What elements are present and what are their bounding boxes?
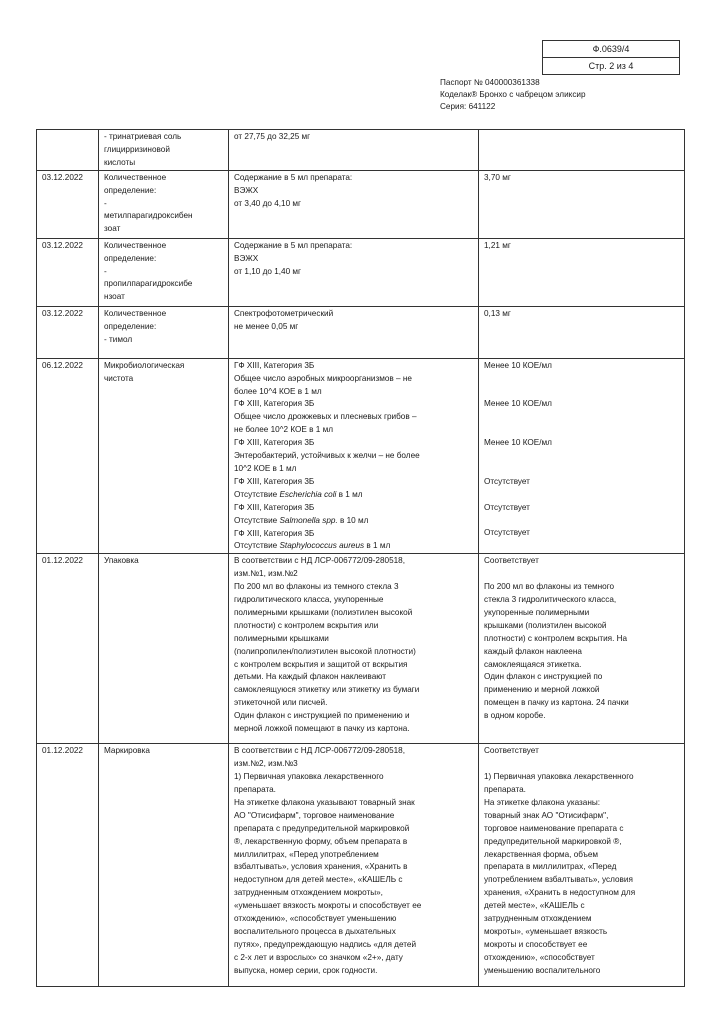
result-line: Менее 10 КОЕ/мл	[484, 399, 552, 409]
cell-date	[37, 554, 99, 744]
result-line: Один флакон с инструкцией по	[484, 672, 603, 682]
test-line: глицирризиновой	[104, 144, 170, 154]
cell-norm	[229, 744, 479, 987]
norm-line: ГФ XIII, Категория 3Б	[234, 502, 315, 512]
norm-line: ГФ XIII, Категория 3Б	[234, 528, 315, 538]
norm-line: изм.№1, изм.№2	[234, 569, 298, 579]
norm-line: изм.№2, изм.№3	[234, 759, 298, 769]
result-line: 1) Первичная упаковка лекарственного	[484, 772, 634, 782]
page-number: Стр. 2 из 4	[543, 57, 679, 74]
table-row	[37, 554, 685, 744]
norm-line: недоступном для детей месте», «КАШЕЛЬ с	[234, 875, 403, 885]
result-line	[484, 489, 680, 502]
result-line: Отсутствует	[484, 528, 530, 538]
test-line: определение:	[104, 185, 157, 195]
result-line	[484, 758, 680, 771]
result-line: 0,13 мг	[484, 308, 511, 318]
table-row	[37, 358, 685, 554]
norm-line: (полипропилен/полиэтилен высокой плотности)	[234, 646, 416, 656]
cell-norm	[229, 306, 479, 358]
cell-result	[479, 358, 685, 554]
norm-line: «уменьшает вязкость мокроты и способствует ее	[234, 901, 422, 911]
test-line: определение:	[104, 253, 157, 263]
cell-norm	[229, 170, 479, 238]
test-line: Микробиологическая	[104, 360, 185, 370]
norm-line: В соответствии с НД ЛСР-006772/09-280518,	[234, 746, 406, 756]
result-line: препарата в миллилитрах, «Перед	[484, 862, 617, 872]
result-line: хранения, «Хранить в недоступном для	[484, 888, 636, 898]
result-line: На этикетке флакона указаны:	[484, 797, 601, 807]
result-line: применению и мерной ложкой	[484, 685, 600, 695]
table-row	[37, 170, 685, 238]
result-line: препарата.	[484, 785, 526, 795]
norm-line: Содержание в 5 мл препарата:	[234, 172, 353, 182]
norm-line: с контролем вскрытия и защитой от вскрытия	[234, 659, 408, 669]
table-row	[37, 744, 685, 987]
norm-line: более 10^4 КОЕ в 1 мл	[234, 386, 322, 396]
norm-line: мерной ложкой помещают в пачку из картона.	[234, 724, 410, 734]
norm-line: 10^2 КОЕ в 1 мл	[234, 463, 297, 473]
document-header	[440, 77, 586, 113]
series-number: Серия: 641122	[440, 102, 496, 111]
norm-line: самоклеящуюся этикетку или этикетку из бумаги	[234, 685, 420, 695]
analysis-table	[36, 129, 685, 987]
result-line	[484, 131, 680, 144]
norm-line: плотности) с контролем вскрытия или	[234, 620, 379, 630]
norm-line: Общее число аэробных микроорганизмов – не	[234, 373, 412, 383]
result-line: каждый флакон наклеена	[484, 646, 582, 656]
norm-line: ВЭЖХ	[234, 185, 259, 195]
norm-line: препарата с предупредительной маркировкой	[234, 823, 410, 833]
table-row	[37, 306, 685, 358]
test-line: - тимол	[104, 334, 133, 344]
result-line: 3,70 мг	[484, 172, 511, 182]
cell-result	[479, 238, 685, 306]
result-line	[484, 373, 680, 386]
norm-line: полимерными крышками	[234, 633, 329, 643]
result-line: употреблением взбалтывать», условия	[484, 875, 633, 885]
result-line: Отсутствует	[484, 502, 530, 512]
cell-norm	[229, 358, 479, 554]
cell-date	[37, 238, 99, 306]
form-code: Ф.0639/4	[592, 44, 630, 54]
result-line	[484, 568, 680, 581]
norm-line: гидролитического класса, укупоренные	[234, 595, 384, 605]
result-line: мокроты», «уменьшает вязкость	[484, 926, 608, 936]
result-line: Отсутствует	[484, 476, 530, 486]
result-line: Менее 10 КОЕ/мл	[484, 438, 552, 448]
cell-result	[479, 744, 685, 987]
cell-date	[37, 306, 99, 358]
result-line: Менее 10 КОЕ/мл	[484, 360, 552, 370]
test-line: метилпарагидроксибен	[104, 211, 193, 221]
norm-line: путях», предупреждающую надпись «для детей	[234, 939, 417, 949]
cell-norm	[229, 554, 479, 744]
norm-line: Отсутствие Escherichia coli в 1 мл	[234, 489, 363, 499]
cell-test-name	[99, 238, 229, 306]
test-line: кислоты	[104, 157, 136, 167]
result-line: плотности) с контролем вскрытия. На	[484, 633, 628, 643]
norm-line: миллилитрах, «Перед употреблением	[234, 849, 379, 859]
cell-norm	[229, 130, 479, 171]
result-line	[484, 424, 680, 437]
norm-line: По 200 мл во флаконы из темного стекла 3	[234, 582, 399, 592]
cell-date	[37, 744, 99, 987]
test-line: определение:	[104, 321, 157, 331]
norm-line: ГФ XIII, Категория 3Б	[234, 360, 315, 370]
cell-result	[479, 554, 685, 744]
date-text: 01.12.2022	[42, 556, 83, 566]
cell-norm	[229, 238, 479, 306]
test-line: Упаковка	[104, 556, 139, 566]
date-text: 06.12.2022	[42, 360, 83, 370]
result-line: По 200 мл во флаконы из темного	[484, 582, 615, 592]
norm-line: этикеточной или писчей.	[234, 698, 328, 708]
norm-line: не более 10^2 КОЕ в 1 мл	[234, 425, 333, 435]
cell-test-name	[99, 306, 229, 358]
result-line: уменьшению воспалительного	[484, 965, 601, 975]
result-line: отхождению», «способствует	[484, 952, 595, 962]
result-line: торговое наименование препарата с	[484, 823, 624, 833]
test-line: Количественное	[104, 308, 167, 318]
norm-line: Энтеробактерий, устойчивых к желчи – не более	[234, 451, 420, 461]
norm-line: с 2-х лет и взрослых» со значком «2+», дату	[234, 952, 403, 962]
test-line: -	[104, 266, 107, 276]
test-line: Маркировка	[104, 746, 150, 756]
cell-test-name	[99, 170, 229, 238]
result-line: в одном коробе.	[484, 711, 546, 721]
norm-line: ГФ XIII, Категория 3Б	[234, 399, 315, 409]
test-line: Количественное	[104, 240, 167, 250]
norm-line: Один флакон с инструкцией по применению и	[234, 711, 410, 721]
norm-line: от 27,75 до 32,25 мг	[234, 132, 311, 141]
result-line	[484, 514, 680, 527]
norm-line: ГФ XIII, Категория 3Б	[234, 438, 315, 448]
norm-line: препарата.	[234, 785, 276, 795]
result-line: детей месте», «КАШЕЛЬ с	[484, 901, 585, 911]
cell-date	[37, 130, 99, 171]
test-line: пропилпарагидроксибе	[104, 279, 193, 289]
result-line: Соответствует	[484, 556, 539, 566]
norm-line: не менее 0,05 мг	[234, 321, 299, 331]
test-line: -	[104, 198, 107, 208]
norm-line: В соответствии с НД ЛСР-006772/09-280518,	[234, 556, 406, 566]
cell-date	[37, 170, 99, 238]
norm-line: взбалтывать», условия хранения, «Хранить в	[234, 862, 408, 872]
norm-line: от 1,10 до 1,40 мг	[234, 266, 302, 276]
cell-test-name	[99, 358, 229, 554]
result-line: Соответствует	[484, 746, 539, 756]
result-line: самоклеящаяся этикетка.	[484, 659, 582, 669]
result-line	[484, 386, 680, 399]
norm-line: затрудненным отхождением мокроты»,	[234, 888, 383, 898]
norm-line: Спектрофотометрический	[234, 308, 334, 318]
result-line	[484, 450, 680, 463]
norm-line: от 3,40 до 4,10 мг	[234, 198, 302, 208]
result-line: предупредительной маркировкой ®,	[484, 836, 622, 846]
test-line: чистота	[104, 373, 134, 383]
norm-line: АО "Отисифарм", торговое наименование	[234, 810, 395, 820]
product-name: Коделак® Бронхо с чабрецом эликсир	[440, 90, 586, 99]
norm-line: детьми. На каждый флакон наклеивают	[234, 672, 386, 682]
test-line: нзоат	[104, 292, 125, 302]
result-line: помещен в пачку из картона. 24 пачки	[484, 698, 629, 708]
result-line: затрудненным отхождением	[484, 914, 592, 924]
norm-line: полимерными крышками (полиэтилен высокой	[234, 607, 413, 617]
result-line	[484, 411, 680, 424]
norm-line: ВЭЖХ	[234, 253, 259, 263]
norm-line: Отсутствие Staphylococcus aureus в 1 мл	[234, 541, 391, 551]
cell-result	[479, 170, 685, 238]
result-line: мокроты и способствует ее	[484, 939, 588, 949]
passport-number: Паспорт № 040000361338	[440, 78, 540, 87]
cell-test-name	[99, 130, 229, 171]
cell-result	[479, 306, 685, 358]
cell-test-name	[99, 554, 229, 744]
date-text: 03.12.2022	[42, 172, 83, 182]
result-line: стекла 3 гидролитического класса,	[484, 595, 617, 605]
norm-line: Содержание в 5 мл препарата:	[234, 240, 353, 250]
norm-line: ®, лекарственную форму, объем препарата в	[234, 836, 408, 846]
norm-line: Общее число дрожжевых и плесневых грибов –	[234, 412, 417, 422]
result-line: лекарственная форма, объем	[484, 849, 599, 859]
result-line: 1,21 мг	[484, 240, 511, 250]
date-text: 03.12.2022	[42, 308, 83, 318]
cell-result	[479, 130, 685, 171]
norm-line: выпуска, номер серии, срок годности.	[234, 965, 378, 975]
test-line: зоат	[104, 224, 121, 234]
form-code-box	[542, 40, 680, 75]
norm-line: 1) Первичная упаковка лекарственного	[234, 772, 384, 782]
cell-date	[37, 358, 99, 554]
result-line: укупоренные полимерными	[484, 607, 590, 617]
norm-line: Отсутствие Salmonella spp. в 10 мл	[234, 515, 369, 525]
date-text: 01.12.2022	[42, 746, 83, 756]
result-line: товарный знак АО "Отисифарм",	[484, 810, 609, 820]
table-row	[37, 130, 685, 171]
norm-line: На этикетке флакона указывают товарный знак	[234, 797, 415, 807]
result-line	[484, 463, 680, 476]
date-text: 03.12.2022	[42, 240, 83, 250]
table-row	[37, 238, 685, 306]
norm-line: отхождению», «способствует уменьшению	[234, 914, 397, 924]
result-line: крышками (полиэтилен высокой	[484, 620, 607, 630]
cell-test-name	[99, 744, 229, 987]
norm-line: воспалительного процесса в дыхательных	[234, 927, 396, 936]
norm-line: ГФ XIII, Категория 3Б	[234, 476, 315, 486]
test-line: - тринатриевая соль	[104, 132, 182, 141]
test-line: Количественное	[104, 172, 167, 182]
